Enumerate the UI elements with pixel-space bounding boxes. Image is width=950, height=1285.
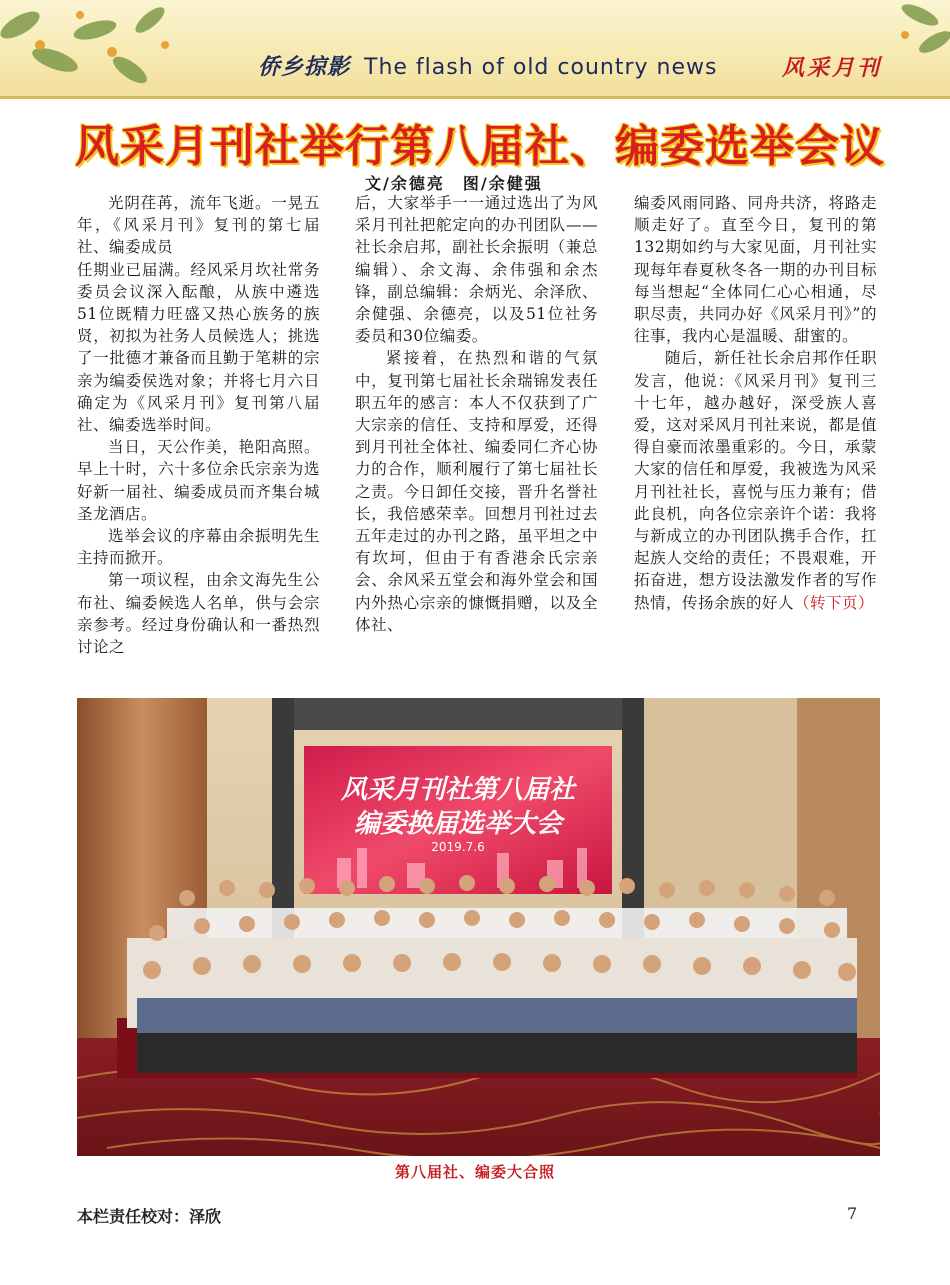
page-number: 7: [847, 1204, 858, 1223]
banner-line-2: 编委换届选举大会: [353, 809, 563, 839]
section-title-cn: 侨乡掠影: [258, 55, 351, 80]
article-column-3: [634, 192, 877, 692]
header-band: [0, 0, 950, 99]
paragraph: 当日，天公作美，艳阳高照。早上十时，六十多位余氏宗亲为选好新一届社、编委成员而齐集台城圣龙酒店。: [77, 438, 320, 523]
photo-caption: 第八届社、编委大合照: [394, 1163, 555, 1181]
group-photo-image: [77, 698, 880, 1156]
magazine-name: 风采月刊: [782, 55, 883, 81]
banner-line-1: 风采月刊社第八届社: [340, 775, 576, 805]
article-byline: 文/余德亮 图/余健强: [365, 174, 543, 193]
paragraph: 编委风雨同路、同舟共济，将路走顺走好了。直至今日，复刊的第132期如约与大家见面，月刊社实现每年春夏秋冬各一期的办刊目标每当想起“全体同仁心心相通，尽职尽责，共同办好《风采月刊》”的往事，我内心是温暖、甜蜜的。: [634, 194, 877, 346]
continue-note: （转下页）: [794, 593, 875, 612]
leaf-decoration-icon: [880, 0, 950, 60]
leaf-decoration-icon: [0, 0, 200, 96]
proofreader-credit: 本栏责任校对：泽欣: [77, 1207, 222, 1226]
paragraph: 紧接着，在热烈和谐的气氛中，复刊第七届社长余瑞锦发表任职五年的感言：本人不仅获到了广大宗亲的信任、支持和厚爱，还得到月刊社全体社、编委同仁齐心协力的合作，顺利履行了第七届社长之责。今日卸任交接，晋升名誉社长，我倍感荣幸。回想月刊社过去五年走过的办刊之路，虽平坦之中有坎坷，但由于有香港余氏宗亲会、余风采五堂会和海外堂会和国内外热心宗亲的慷慨捐赠，以及全体社、: [355, 349, 598, 634]
article-headline: 风采月刊社举行第八届社、编委选举会议: [75, 121, 885, 172]
group-photo: [77, 698, 880, 1156]
paragraph: 后，大家举手一一通过选出了为风采月刊社把舵定向的办刊团队——社长余启邦，副社长余振明（兼总编辑）、余文海、余伟强和余杰锋，副总编辑：余炳光、余泽欣、余健强、余德亮，以及51位社务委员和30位编委。: [355, 194, 598, 346]
article-column-2: [355, 192, 598, 692]
paragraph: 第一项议程，由余文海先生公布社、编委候选人名单，供与会宗亲参考。经过身份确认和一番热烈讨论之: [77, 571, 320, 657]
banner-date: 2019.7.6: [431, 840, 485, 854]
section-title-en: The flash of old country news: [364, 55, 718, 80]
paragraph: 任期业已届满。经风采月坎社常务委员会议深入酝酿，从族中遴选51位既精力旺盛又热心族务的族贤，初拟为社务人员候选人；挑选了一批德才兼备而且勤于笔耕的宗亲为编委侯选对象；并将七月六日确定为《风采月刊》复刊第八届社、编委选举时间。: [77, 260, 320, 435]
paragraph: [634, 347, 877, 613]
section-title: [258, 50, 717, 81]
paragraph-text: 随后，新任社长余启邦作任职发言，他说：《风采月刊》复刊三十七年，越办越好，深受族人喜爱，这对采风月刊社来说，都是值得自豪而浓墨重彩的。今日，承蒙大家的信任和厚爱，我被选为风采月刊社社长，喜悦与压力兼有；借此良机，向各位宗亲许个诺：我将与新成立的办刊团队携手合作，扛起族人交给的责任；不畏艰难，开拓奋进，想方设法激发作者的写作热情，传扬余族的好人: [634, 349, 877, 612]
article-column-1: [77, 192, 320, 692]
paragraph: 选举会议的序幕由余振明先生主持而掀开。: [77, 527, 320, 568]
paragraph: 光阴荏苒，流年飞逝。一晃五年，《风采月刊》复刊的第七届社、编委成员: [77, 194, 320, 257]
